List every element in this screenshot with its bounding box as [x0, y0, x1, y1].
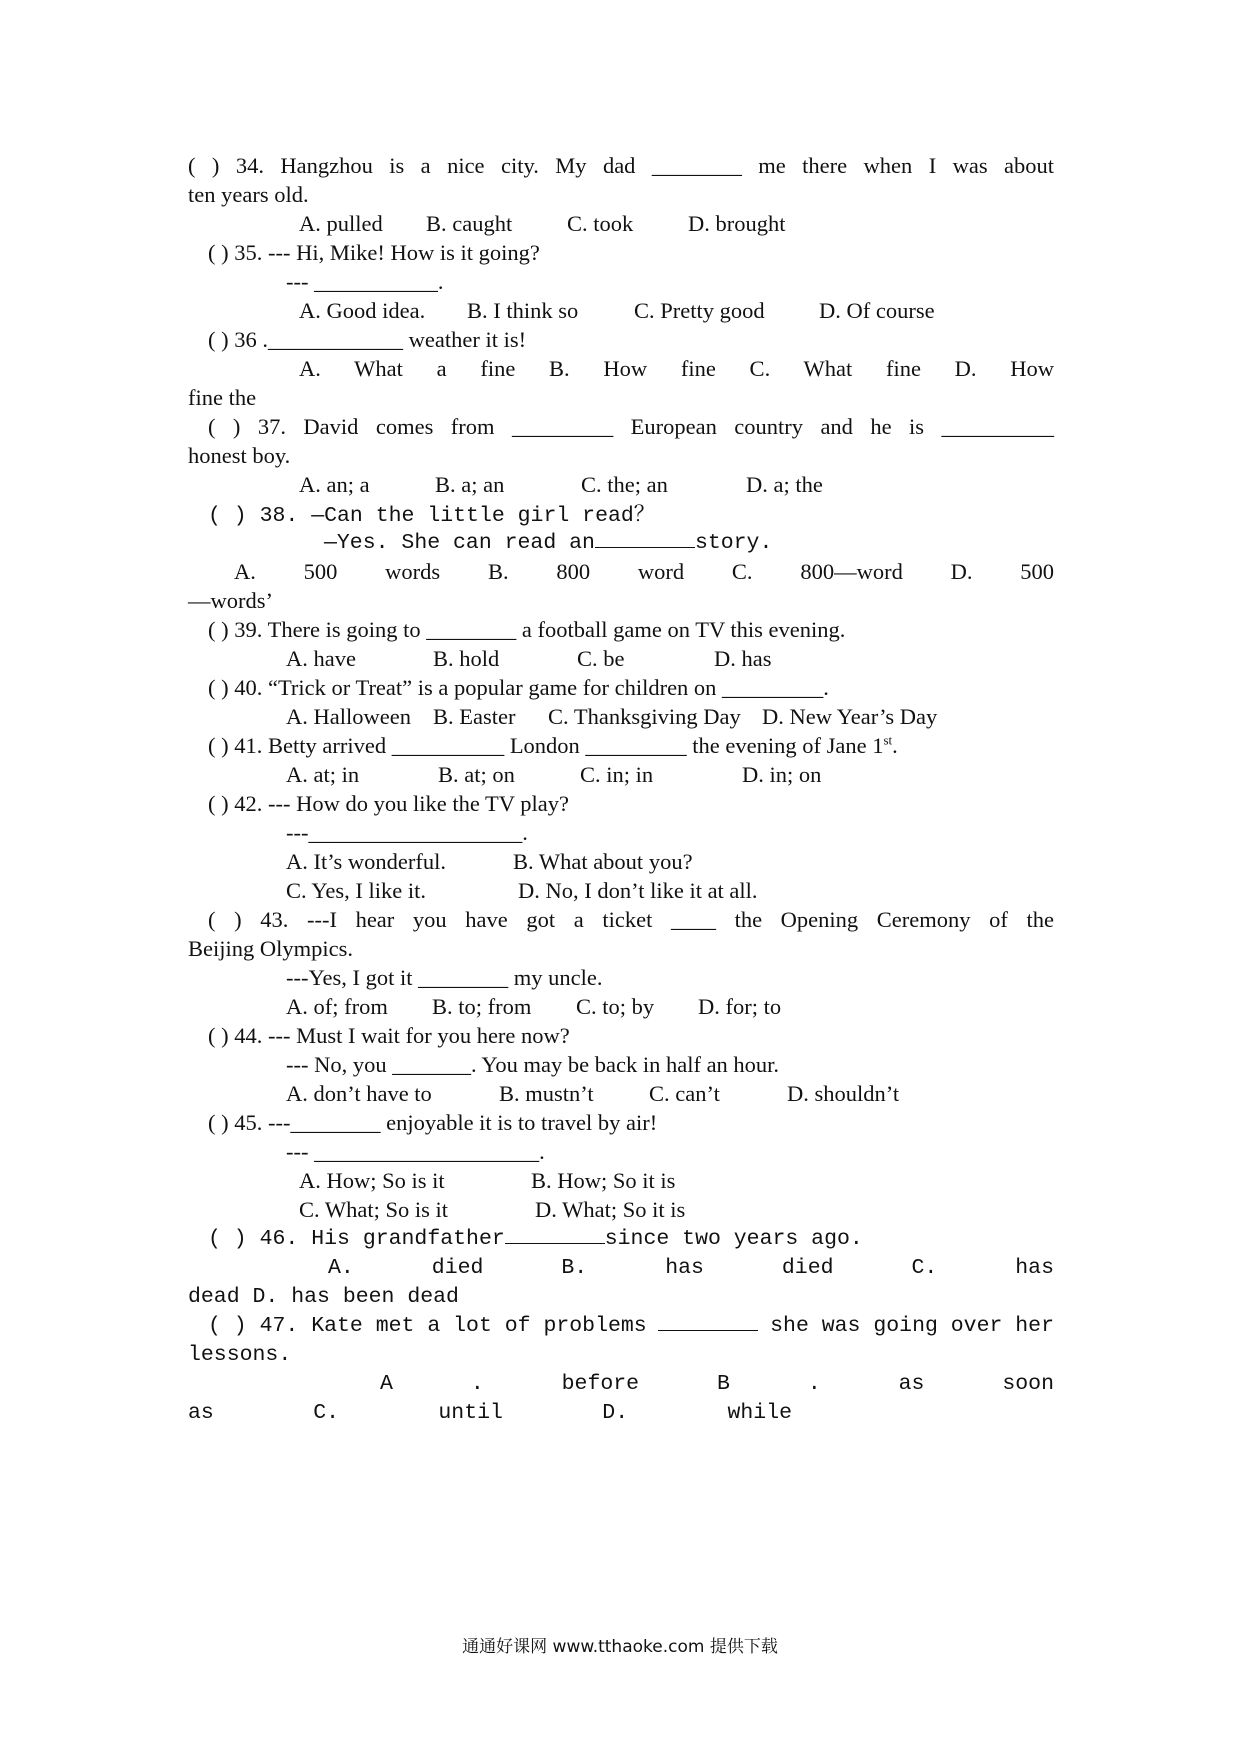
q43-option-b: B. to; from — [432, 994, 532, 1019]
q45-blank-line: --- ____________________. — [286, 1139, 545, 1164]
q35-blank-line: --- ___________. — [286, 269, 444, 294]
q35-option-a: A. Good idea. — [299, 298, 426, 323]
q44-option-c: C. can’t — [649, 1081, 720, 1106]
q47-options-cont: as C. until D. while — [188, 1401, 792, 1425]
q41-option-c: C. in; in — [580, 762, 654, 787]
q45-option-c: C. What; So is it — [299, 1197, 448, 1222]
q41-option-b: B. at; on — [438, 762, 515, 787]
q43-option-a: A. of; from — [286, 994, 388, 1019]
q37-stem: ( ) 37. David comes from _________ European country and he is __________ — [208, 414, 1054, 439]
q46-options: A. died B. has died C. has — [328, 1256, 1054, 1280]
q39-stem: ( ) 39. There is going to ________ a football game on TV this evening. — [208, 617, 846, 642]
q40-stem: ( ) 40. “Trick or Treat” is a popular game for children on _________. — [208, 675, 829, 700]
q41-stem-text: ( ) 41. Betty arrived __________ London _________ the evening of Jane 1 — [208, 733, 884, 758]
q36-options-cont: fine the — [188, 385, 257, 410]
q38-answer-line — [324, 527, 772, 559]
q36-stem: ( ) 36 .____________ weather it is! — [208, 327, 527, 352]
q45-stem: ( ) 45. ---________ enjoyable it is to travel by air! — [208, 1110, 658, 1135]
q36-options: A. What a fine B. How fine C. What fine D. How — [299, 356, 1054, 381]
q37-option-b: B. a; an — [435, 472, 505, 497]
q43-option-d: D. for; to — [698, 994, 782, 1019]
q46-stem-post: since two years ago. — [604, 1227, 863, 1251]
q42-option-b: B. What about you? — [513, 849, 693, 874]
q41-option-d: D. in; on — [742, 762, 822, 787]
q44-answer-line: --- No, you _______. You may be back in half an hour. — [286, 1052, 780, 1077]
q45-option-d: D. What; So it is — [535, 1197, 686, 1222]
q35-option-b: B. I think so — [467, 298, 579, 323]
q47-stem — [208, 1310, 1054, 1342]
q38-blank — [595, 527, 695, 548]
footer-credit: 通通好课网 www.tthaoke.com 提供下载 — [462, 1637, 778, 1657]
q34-stem-cont: ten years old. — [188, 182, 309, 207]
q47-stem-post: she was going over her — [770, 1314, 1054, 1338]
q44-option-b: B. mustn’t — [499, 1081, 594, 1106]
q44-option-a: A. don’t have to — [286, 1081, 432, 1106]
q37-option-c: C. the; an — [581, 472, 668, 497]
q37-stem-cont: honest boy. — [188, 443, 291, 468]
q38-options: A. 500 words B. 800 word C. 800—word D. 500 — [234, 559, 1054, 584]
q42-option-c: C. Yes, I like it. — [286, 878, 427, 903]
q38-answer-post: story. — [694, 531, 773, 555]
q43-answer-line: ---Yes, I got it ________ my uncle. — [286, 965, 603, 990]
q43-option-c: C. to; by — [576, 994, 655, 1019]
q38-options-cont: —words’ — [188, 588, 273, 613]
q41-stem-end: . — [892, 733, 898, 758]
q46-stem — [208, 1223, 863, 1255]
q39-option-b: B. hold — [433, 646, 500, 671]
q44-stem: ( ) 44. --- Must I wait for you here now? — [208, 1023, 570, 1048]
q35-stem: ( ) 35. --- Hi, Mike! How is it going? — [208, 240, 540, 265]
q39-option-d: D. has — [714, 646, 772, 671]
q38-answer-pre: —Yes. She can read an — [324, 531, 595, 555]
q34-option-a: A. pulled — [299, 211, 383, 236]
q37-option-a: A. an; a — [299, 472, 370, 497]
q41-superscript: st — [883, 732, 893, 748]
q43-stem: ( ) 43. ---I hear you have got a ticket ____ the Opening Ceremony of the — [208, 907, 1054, 932]
q37-option-d: D. a; the — [746, 472, 823, 497]
q42-option-a: A. It’s wonderful. — [286, 849, 446, 874]
q40-option-b: B. Easter — [433, 704, 516, 729]
q47-stem-cont: lessons. — [188, 1343, 292, 1367]
q43-stem-cont: Beijing Olympics. — [188, 936, 353, 961]
q34-stem: ( ) 34. Hangzhou is a nice city. My dad ________ me there when I was about — [188, 153, 1054, 178]
q34-option-c: C. took — [567, 211, 634, 236]
q42-blank-line: ---___________________. — [286, 820, 528, 845]
q47-blank — [658, 1310, 758, 1331]
q34-option-d: D. brought — [688, 211, 786, 236]
q46-blank — [505, 1223, 605, 1244]
q39-option-c: C. be — [577, 646, 625, 671]
q47-options: A . before B . as soon — [380, 1372, 1054, 1396]
q44-option-d: D. shouldn’t — [787, 1081, 900, 1106]
q46-options-cont: dead D. has been dead — [188, 1285, 459, 1309]
q42-stem: ( ) 42. --- How do you like the TV play? — [208, 791, 569, 816]
q40-option-c: C. Thanksgiving Day — [548, 704, 741, 729]
q35-option-c: C. Pretty good — [634, 298, 765, 323]
q40-option-a: A. Halloween — [286, 704, 411, 729]
q42-option-d: D. No, I don’t like it at all. — [518, 878, 758, 903]
q45-option-a: A. How; So is it — [299, 1168, 445, 1193]
q34-option-b: B. caught — [426, 211, 513, 236]
q45-option-b: B. How; So it is — [531, 1168, 676, 1193]
q41-stem — [208, 730, 898, 762]
q39-option-a: A. have — [286, 646, 356, 671]
q38-stem-text: ( ) 38. —Can the little girl read？ — [208, 504, 656, 528]
q46-stem-pre: ( ) 46. His grandfather — [208, 1227, 505, 1251]
q35-option-d: D. Of course — [819, 298, 935, 323]
q47-stem-pre: ( ) 47. Kate met a lot of problems — [208, 1314, 647, 1338]
q40-option-d: D. New Year’s Day — [762, 704, 938, 729]
q41-option-a: A. at; in — [286, 762, 360, 787]
